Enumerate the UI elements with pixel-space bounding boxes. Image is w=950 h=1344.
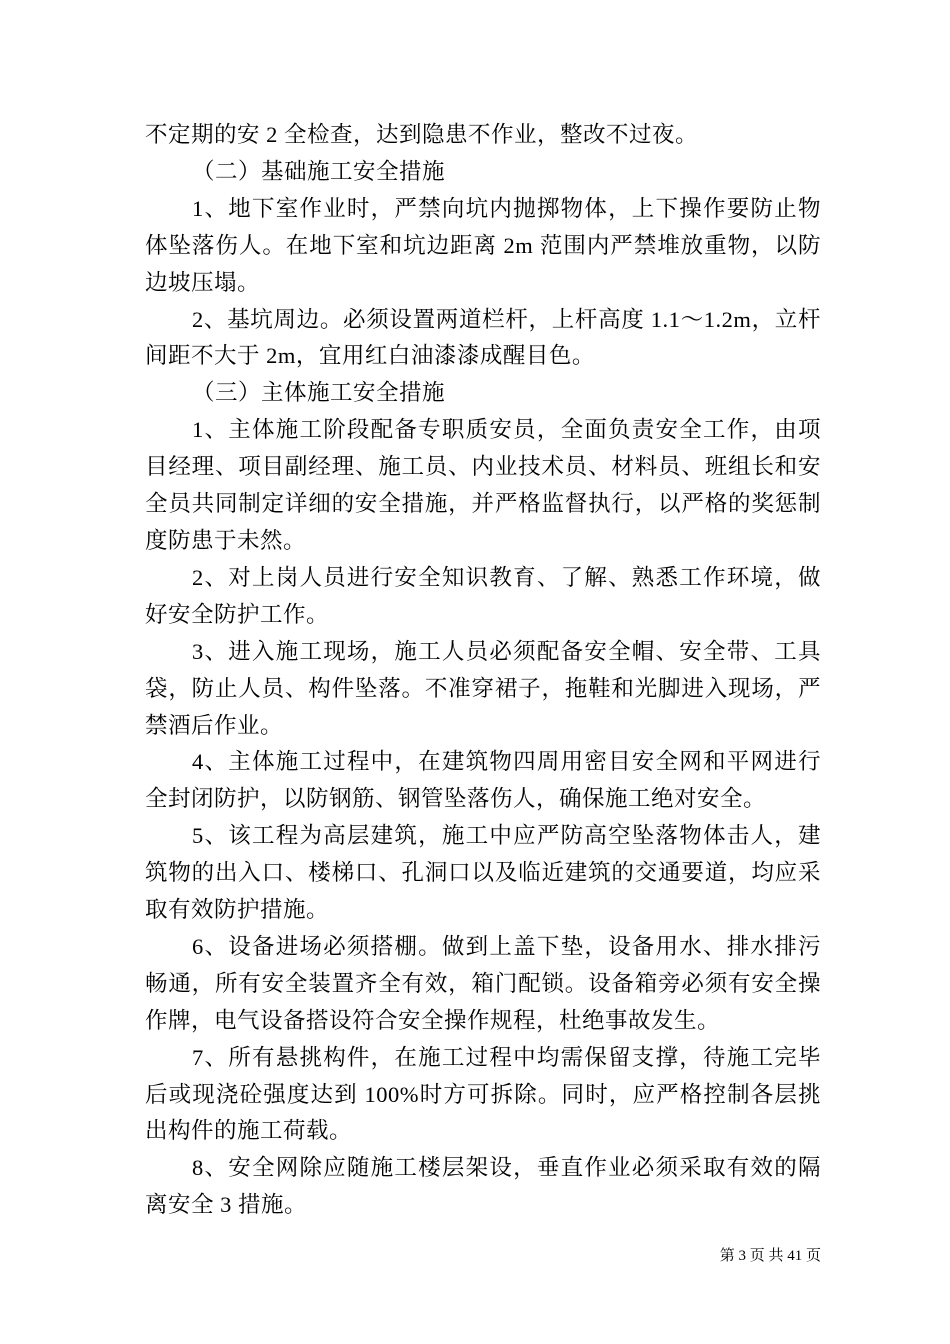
paragraph: （三）主体施工安全措施 xyxy=(192,380,446,406)
page-footer xyxy=(145,1246,821,1266)
paragraph: 6、设备进场必须搭棚。做到上盖下垫，设备用水、排水排污畅通，所有安全装置齐全有效，箱门配锁。设备箱旁必须有安全操作牌，电气设备搭设符合安全操作规程，杜绝事故发生。 xyxy=(145,933,821,1033)
paragraph: 2、对上岗人员进行安全知识教育、了解、熟悉工作环境，做好安全防护工作。 xyxy=(145,564,821,627)
document-body xyxy=(145,117,821,1224)
page-number-label: 第 3 页 共 41 页 xyxy=(719,1248,821,1264)
paragraph: 不定期的安 2 全检查，达到隐患不作业，整改不过夜。 xyxy=(145,122,699,147)
paragraph: 2、基坑周边。必须设置两道栏杆，上杆高度 1.1～1.2m，立杆间距不大于 2m，宜用红白油漆漆成醒目色。 xyxy=(145,306,821,369)
paragraph: 1、主体施工阶段配备专职质安员，全面负责安全工作，由项目经理、项目副经理、施工员、内业技术员、材料员、班组长和安全员共同制定详细的安全措施，并严格监督执行，以严格的奖惩制度防患于未然。 xyxy=(145,417,821,553)
paragraph: （二）基础施工安全措施 xyxy=(192,158,446,184)
paragraph: 8、安全网除应随施工楼层架设，垂直作业必须采取有效的隔离安全 3 措施。 xyxy=(145,1155,821,1218)
paragraph: 4、主体施工过程中，在建筑物四周用密目安全网和平网进行全封闭防护，以防钢筋、钢管坠落伤人，确保施工绝对安全。 xyxy=(145,749,821,812)
paragraph: 7、所有悬挑构件，在施工过程中均需保留支撑，待施工完毕后或现浇砼强度达到 100%时方可拆除。同时，应严格控制各层挑出构件的施工荷载。 xyxy=(145,1044,821,1144)
paragraph: 5、该工程为高层建筑，施工中应严防高空坠落物体击人，建筑物的出入口、楼梯口、孔洞口以及临近建筑的交通要道，均应采取有效防护措施。 xyxy=(145,823,821,923)
paragraph: 3、进入施工现场，施工人员必须配备安全帽、安全带、工具袋，防止人员、构件坠落。不准穿裙子，拖鞋和光脚进入现场，严禁酒后作业。 xyxy=(145,638,821,738)
paragraph: 1、地下室作业时，严禁向坑内抛掷物体，上下操作要防止物体坠落伤人。在地下室和坑边距离 2m 范围内严禁堆放重物，以防边坡压塌。 xyxy=(145,195,821,295)
